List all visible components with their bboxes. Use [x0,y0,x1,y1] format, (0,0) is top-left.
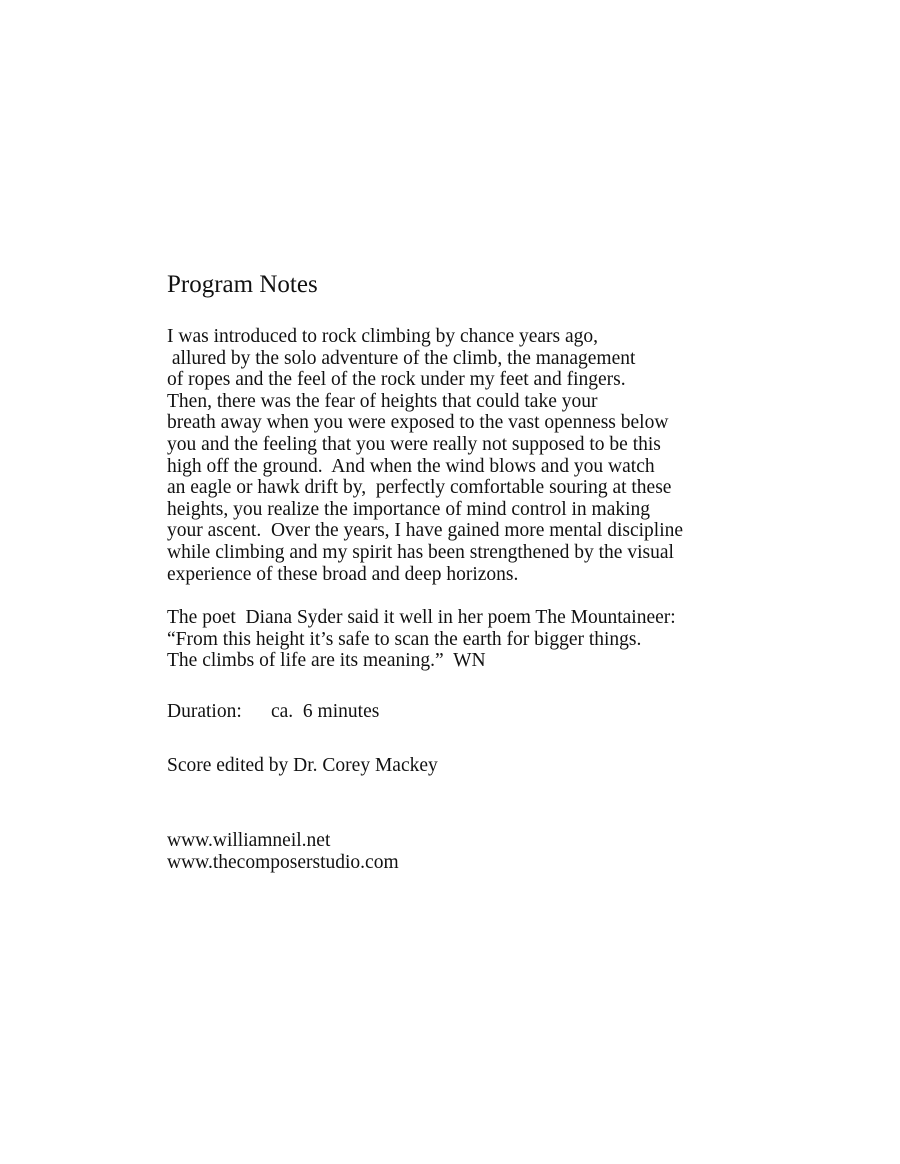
poem-quote-paragraph [167,607,867,672]
paragraph-line: “From this height it’s safe to scan the earth for bigger things. [167,628,642,650]
duration-value: ca. 6 minutes [271,700,380,722]
website-links [167,830,867,873]
paragraph-line: your ascent. Over the years, I have gained more mental discipline [167,520,684,542]
paragraph-line: high off the ground. And when the wind blows and you watch [167,455,655,477]
paragraph-line: experience of these broad and deep horizons. [167,563,519,585]
website-link: www.thecomposerstudio.com [167,851,399,873]
duration-label: Duration: [167,700,242,722]
duration-row [167,701,867,723]
paragraph-line: you and the feeling that you were really not supposed to be this [167,433,661,455]
paragraph-line: I was introduced to rock climbing by chance years ago, [167,326,599,347]
paragraph-line: while climbing and my spirit has been strengthened by the visual [167,541,674,563]
paragraph-line: The climbs of life are its meaning.” WN [167,650,486,672]
website-link: www.williamneil.net [167,830,331,852]
paragraph-line: heights, you realize the importance of mind control in making [167,498,651,520]
page-title: Program Notes [167,271,318,298]
paragraph-line: allured by the solo adventure of the climb, the management [167,347,636,369]
spacer [167,672,867,701]
spacer [167,723,867,755]
paragraph-line: breath away when you were exposed to the vast openness below [167,412,669,434]
paragraph-line: Then, there was the fear of heights that could take your [167,390,598,412]
spacer [167,585,867,607]
program-notes-page [167,268,867,873]
paragraph-line: an eagle or hawk drift by, perfectly comfortable souring at these [167,477,672,499]
spacer [167,776,867,830]
score-editor-credit: Score edited by Dr. Corey Mackey [167,754,438,776]
paragraph-line: of ropes and the feel of the rock under my feet and fingers. [167,369,626,391]
paragraph-line: The poet Diana Syder said it well in her poem The Mountaineer: [167,607,676,629]
intro-paragraph [167,326,867,585]
